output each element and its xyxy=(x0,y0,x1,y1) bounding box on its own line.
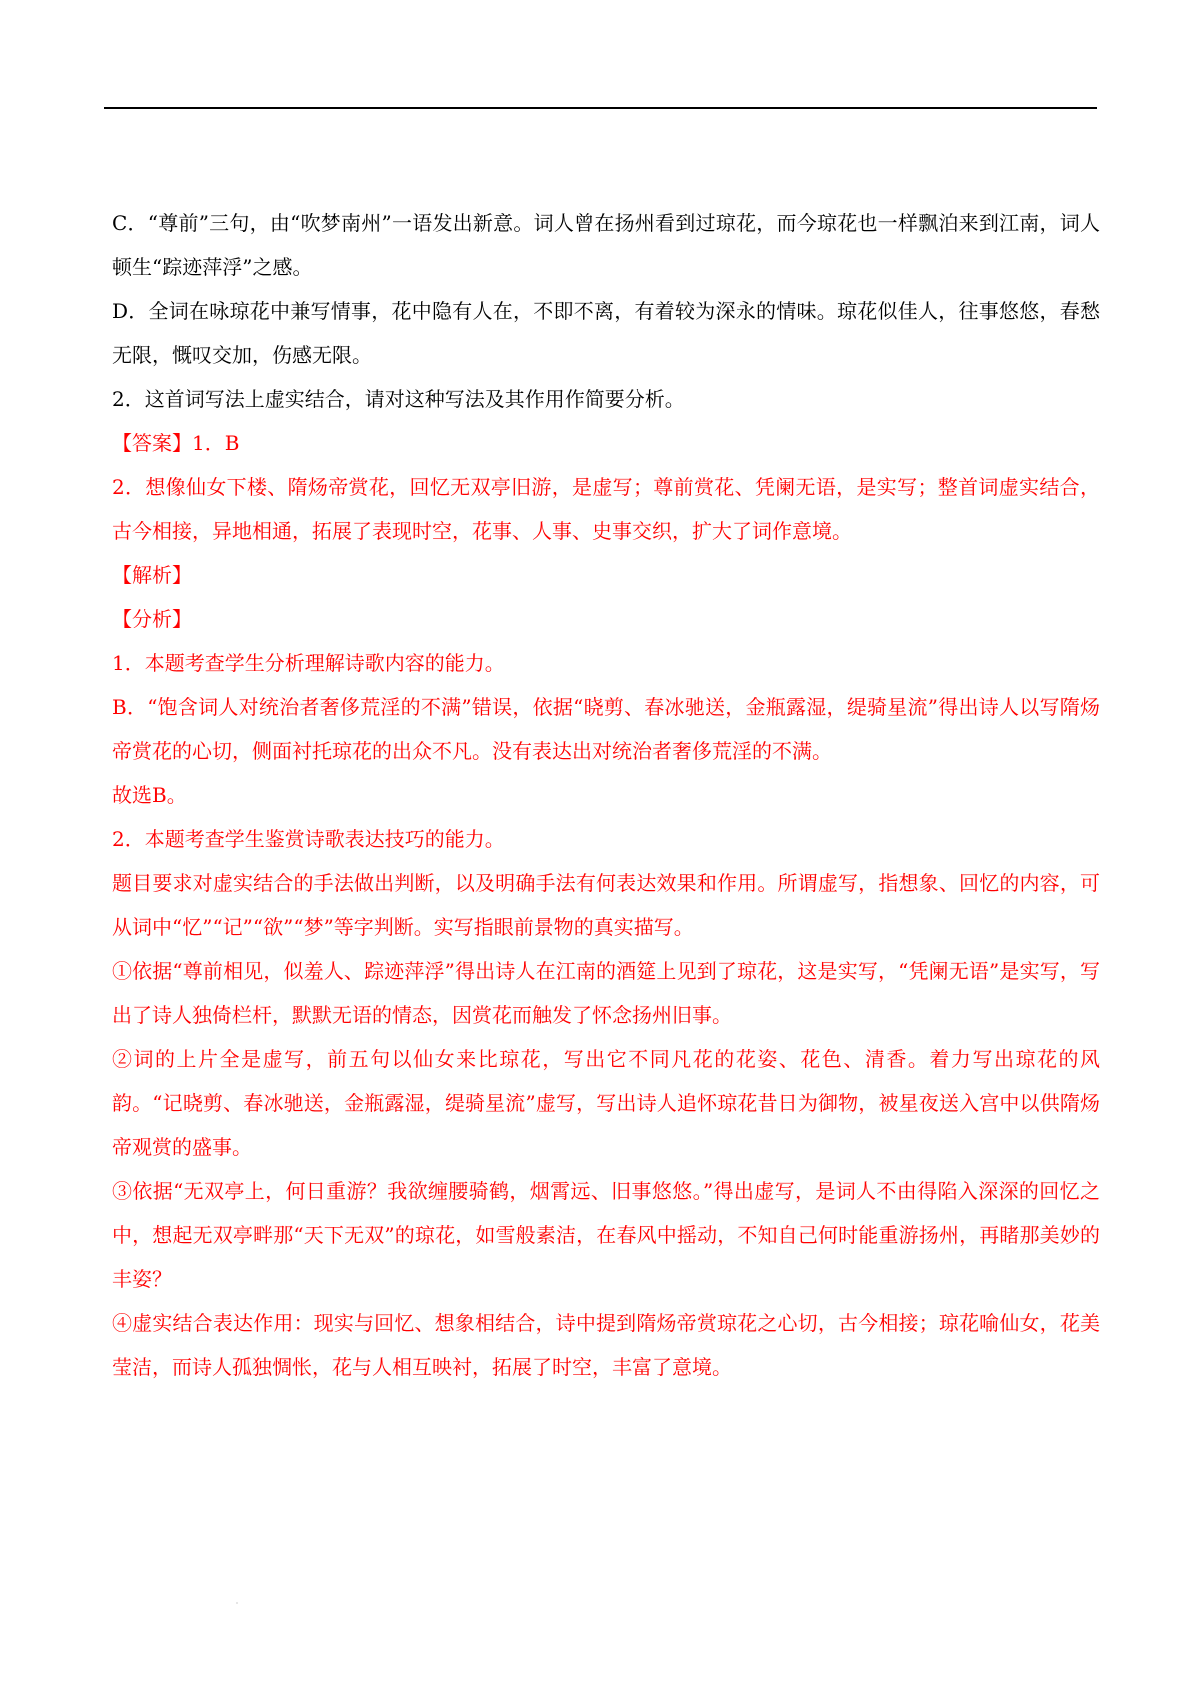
document-body xyxy=(112,201,1100,1389)
question-2-prompt: 2．这首词写法上虚实结合，请对这种写法及其作用作简要分析。 xyxy=(112,387,685,411)
option-c-paragraph: C．“尊前”三句，由“吹梦南州”一语发出新意。词人曾在扬州看到过琼花，而今琼花也一样飘泊来到江南，词人顿生“踪迹萍浮”之感。 xyxy=(112,211,1100,279)
explanation-heading: 【解析】 xyxy=(112,563,192,587)
analysis-1-conclusion: 故选B。 xyxy=(112,783,187,807)
header-rule xyxy=(104,107,1097,109)
analysis-2-requirement: 题目要求对虚实结合的手法做出判断，以及明确手法有何表达效果和作用。所谓虚写，指想象、回忆的内容，可从词中“忆”“记”“欲”“梦”等字判断。实写指眼前景物的真实描写。 xyxy=(112,871,1100,939)
analysis-2-point-2: ②词的上片全是虚写，前五句以仙女来比琼花，写出它不同凡花的花姿、花色、清香。着力写出琼花的风韵。“记晓剪、春冰驰送，金瓶露湿，缇骑星流”虚写，写出诗人追怀琼花昔日为御物，被星夜送入宫中以供隋炀帝观赏的盛事。 xyxy=(112,1047,1100,1159)
analysis-heading: 【分析】 xyxy=(112,607,192,631)
analysis-2-point-1: ①依据“尊前相见，似羞人、踪迹萍浮”得出诗人在江南的酒筵上见到了琼花，这是实写，“凭阑无语”是实写，写出了诗人独倚栏杆，默默无语的情态，因赏花而触发了怀念扬州旧事。 xyxy=(112,959,1100,1027)
analysis-1-intro: 1．本题考查学生分析理解诗歌内容的能力。 xyxy=(112,651,505,675)
analysis-2-point-3: ③依据“无双亭上，何日重游？我欲缠腰骑鹤，烟霄远、旧事悠悠。”得出虚写，是词人不由得陷入深深的回忆之中，想起无双亭畔那“天下无双”的琼花，如雪般素洁，在春风中摇动，不知自己何时能重游扬州，再睹那美妙的丰姿？ xyxy=(112,1179,1100,1291)
answer-2-paragraph: 2．想像仙女下楼、隋炀帝赏花，回忆无双亭旧游，是虚写；尊前赏花、凭阑无语，是实写；整首词虚实结合，古今相接，异地相通，拓展了表现时空，花事、人事、史事交织，扩大了词作意境。 xyxy=(112,475,1100,543)
answer-heading: 【答案】1．B xyxy=(112,431,240,455)
analysis-1-option-b: B．“饱含词人对统治者奢侈荒淫的不满”错误，依据“晓剪、春冰驰送，金瓶露湿，缇骑星流”得出诗人以写隋炀帝赏花的心切，侧面衬托琼花的出众不凡。没有表达出对统治者奢侈荒淫的不满。 xyxy=(112,695,1100,763)
option-d-paragraph: D．全词在咏琼花中兼写情事，花中隐有人在，不即不离，有着较为深永的情味。琼花似佳人，往事悠悠，春愁无限，慨叹交加，伤感无限。 xyxy=(112,299,1100,367)
footer-mark xyxy=(236,1602,238,1604)
analysis-2-point-4: ④虚实结合表达作用：现实与回忆、想象相结合，诗中提到隋炀帝赏琼花之心切，古今相接；琼花喻仙女，花美莹洁，而诗人孤独惆怅，花与人相互映衬，拓展了时空，丰富了意境。 xyxy=(112,1311,1100,1379)
analysis-2-intro: 2．本题考查学生鉴赏诗歌表达技巧的能力。 xyxy=(112,827,505,851)
